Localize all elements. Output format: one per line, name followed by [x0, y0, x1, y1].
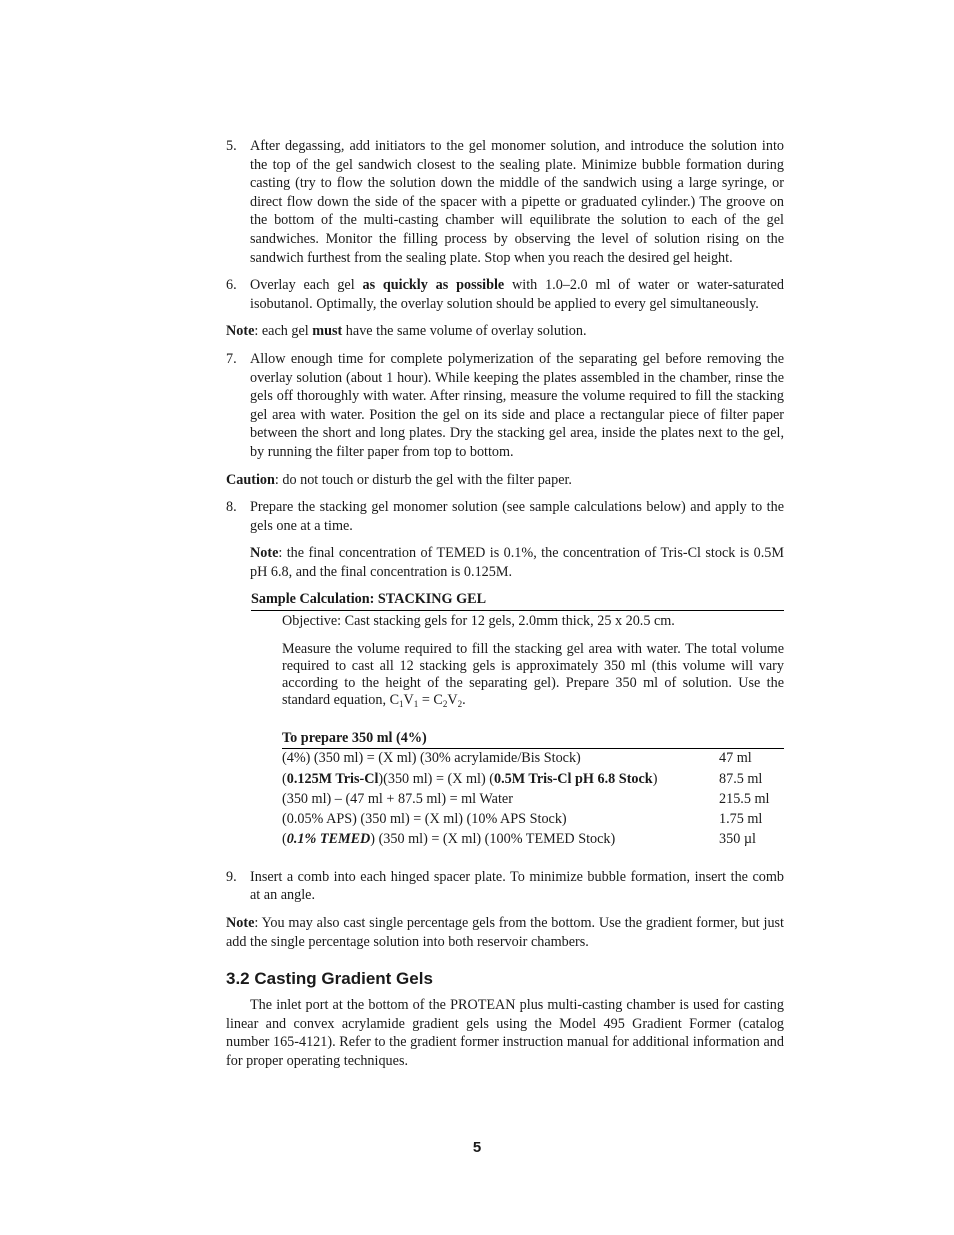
- caution-note: Caution: do not touch or disturb the gel with the filter paper.: [226, 471, 572, 488]
- step-8: [226, 498, 784, 535]
- step-number: 9.: [226, 868, 237, 885]
- page-number: 5: [472, 1139, 482, 1156]
- calc-amount: 87.5 ml: [719, 770, 763, 787]
- sample-calculation: [251, 590, 784, 850]
- step-5: [226, 137, 784, 267]
- note-temed: Note: the final concentration of TEMED is 0.1%, the concentration of Tris-Cl stock is 0.5M pH 6.8, and the final concentration is 0.125M.: [250, 545, 784, 580]
- note-single-percentage: Note: You may also cast single percentage gels from the bottom. Use the gradient former, but just add the single percentage solution into both reservoir chambers.: [226, 914, 784, 950]
- table-row: [282, 749, 784, 769]
- step-number: 7.: [226, 350, 237, 367]
- sample-measure: Measure the volume required to fill the stacking gel area with water. The total volume required to cast all 12 stacking gels is approximately 350 ml (this volume will vary according to the height of the separating gel). Prepare 350 ml of solution. Use the standard equation, $C_1V_1 = C_2V_2$.: [282, 640, 784, 709]
- table-row: [282, 830, 784, 850]
- note-label: Note: [250, 545, 279, 562]
- sample-body: [251, 611, 784, 851]
- calc-equation: (4%) (350 ml) = (X ml) (30% acrylamide/Bis Stock): [282, 750, 581, 767]
- step-7: [226, 350, 784, 462]
- step-text: Insert a comb into each hinged spacer plate. To minimize bubble formation, insert the comb at an angle.: [250, 868, 784, 904]
- calc-amount: 350 µl: [719, 831, 756, 848]
- calc-equation: (0.05% APS) (350 ml) = (X ml) (10% APS Stock): [282, 811, 567, 828]
- step-6: [226, 276, 784, 313]
- calc-amount: 47 ml: [719, 750, 752, 767]
- prep-title: To prepare 350 ml (4%): [282, 729, 784, 750]
- step-9: [226, 868, 784, 905]
- calc-equation: (0.1% TEMED) (350 ml) = (X ml) (100% TEMED Stock): [282, 831, 616, 848]
- step-text: Overlay each gel: [250, 277, 363, 294]
- step-text: Allow enough time for complete polymerization of the separating gel before removing the overlay solution (about 1 hour). While keeping the plates assembled in the chamber, rinse the gels off thoroughly with water. After rinsing, measure the volume required to fill the stacking gel area with water. Position the gel on its side and place a rectangular piece of filter paper between the short and long plates. Dry the stacking gel area, inside the plates next to the gel, by running the filter paper from top to bottom.: [250, 350, 784, 460]
- calc-equation: (0.125M Tris-Cl)(350 ml) = (X ml) (0.5M Tris-Cl pH 6.8 Stock): [282, 770, 658, 787]
- caution-label: Caution: [226, 471, 275, 488]
- step-text: with 1.0–2.0 ml of water or water-saturated isobutanol. Optimally, the overlay solution should be applied to every gel simultaneously.: [250, 277, 784, 312]
- table-row: [282, 810, 784, 830]
- step-number: 5.: [226, 138, 237, 154]
- step-text: After degassing, add initiators to the gel monomer solution, and introduce the solution into the top of the gel sandwich closest to the sealing plate. Minimize bubble formation during casting (try to flow the solution down the middle of the sandwich using a large syringe, or direct flow down the side of the spacer with a pipette or graduated cylinder.) The groove on the bottom of the multi-casting chamber will equilibrate the solution to each of the gel sandwiches. Monitor the filling process by observing the level of solution rising on the sandwich furthest from the sealing plate. Stop when you reach the desired gel height.: [250, 138, 784, 266]
- note-label: Note: [226, 914, 255, 931]
- step-text: Prepare the stacking gel monomer solution (see sample calculations below) and apply to the gels one at a time.: [250, 499, 784, 534]
- note-overlay: Note: each gel must have the same volume of overlay solution.: [226, 323, 587, 340]
- calc-table: [282, 749, 784, 850]
- calc-equation: (350 ml) – (47 ml + 87.5 ml) = ml Water: [282, 790, 513, 807]
- sample-title: Sample Calculation: STACKING GEL: [251, 590, 784, 611]
- section-body: The inlet port at the bottom of the PROTEAN plus multi-casting chamber is used for casting linear and convex acrylamide gradient gels using the Model 495 Gradient Former (catalog number 165-4121). Refer to the gradient former instruction manual for additional information and for proper operating techniques.: [226, 997, 784, 1069]
- emphasis-text: as quickly as possible: [362, 277, 505, 294]
- sample-objective: Objective: Cast stacking gels for 12 gels, 2.0mm thick, 25 x 20.5 cm.: [282, 613, 675, 630]
- table-row: [282, 770, 784, 790]
- step-number: 8.: [226, 499, 237, 516]
- step-number: 6.: [226, 277, 237, 294]
- note-label: Note: [226, 323, 255, 340]
- calc-amount: 1.75 ml: [719, 811, 763, 828]
- section-heading: 3.2 Casting Gradient Gels: [226, 969, 433, 989]
- emphasis-text: must: [312, 323, 343, 340]
- calc-amount: 215.5 ml: [719, 790, 770, 807]
- table-row: [282, 790, 784, 810]
- equation: $C_1V_1 = C_2V_2$.: [389, 691, 466, 709]
- page-content: [226, 137, 784, 1070]
